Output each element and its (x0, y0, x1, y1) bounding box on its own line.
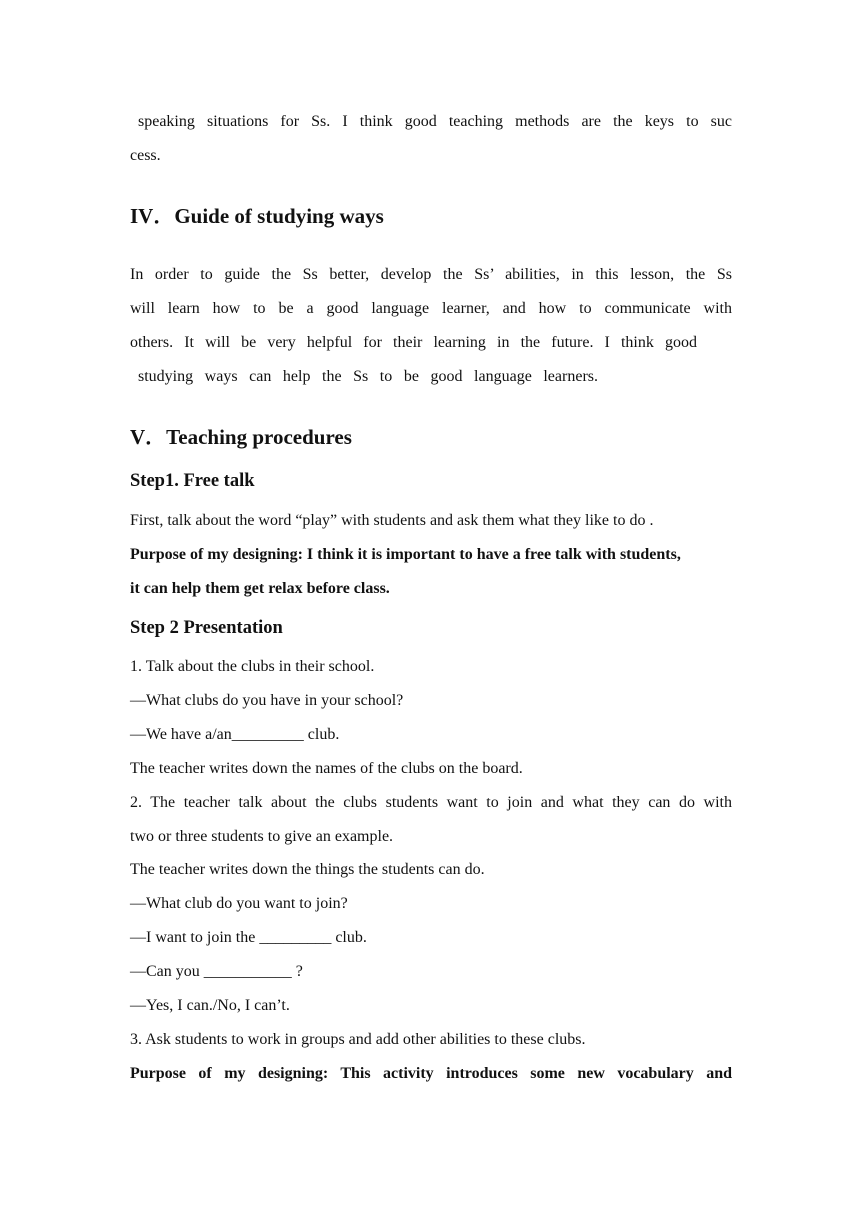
step-2-line-6: two or three students to give an example. (130, 828, 394, 845)
step-2-heading: Step 2 Presentation (130, 618, 283, 638)
step-1-heading: Step1. Free talk (130, 471, 255, 491)
section-4-heading: IV．Guide of studying ways (130, 204, 384, 228)
step-2-line-10: —Can you ___________ ? (130, 963, 303, 980)
intro-line-1: speaking situations for Ss. I think good teaching methods are the keys to suc (138, 113, 732, 130)
section-4-line-2: will learn how to be a good language learner, and how to communicate with (130, 300, 732, 317)
section-5-heading: V．Teaching procedures (130, 425, 352, 449)
section-4-line-3: others. It will be very helpful for their learning in the future. I think good (130, 334, 697, 351)
step-2-line-12: 3. Ask students to work in groups and add other abilities to these clubs. (130, 1031, 586, 1048)
section-4-line-1: In order to guide the Ss better, develop the Ss’ abilities, in this lesson, the Ss (130, 266, 732, 283)
step-2-line-2: —What clubs do you have in your school? (130, 692, 404, 709)
step-1-purpose-line-1: Purpose of my designing: I think it is important to have a free talk with students, (130, 546, 681, 563)
step-2-line-8: —What club do you want to join? (130, 895, 348, 912)
step-2-line-5: 2. The teacher talk about the clubs students want to join and what they can do with (130, 794, 732, 811)
step-2-line-11: —Yes, I can./No, I can’t. (130, 997, 290, 1014)
step-1-purpose-line-2: it can help them get relax before class. (130, 580, 390, 597)
step-1-line-1: First, talk about the word “play” with students and ask them what they like to do . (130, 512, 654, 529)
step-2-line-7: The teacher writes down the things the students can do. (130, 861, 485, 878)
step-2-line-3: —We have a/an_________ club. (130, 726, 340, 743)
section-4-line-4: studying ways can help the Ss to be good language learners. (138, 368, 598, 385)
step-2-line-4: The teacher writes down the names of the clubs on the board. (130, 760, 523, 777)
intro-line-2: cess. (130, 147, 161, 164)
step-2-line-1: 1. Talk about the clubs in their school. (130, 658, 375, 675)
step-2-purpose-line: Purpose of my designing: This activity introduces some new vocabulary and (130, 1065, 732, 1082)
step-2-line-9: —I want to join the _________ club. (130, 929, 367, 946)
